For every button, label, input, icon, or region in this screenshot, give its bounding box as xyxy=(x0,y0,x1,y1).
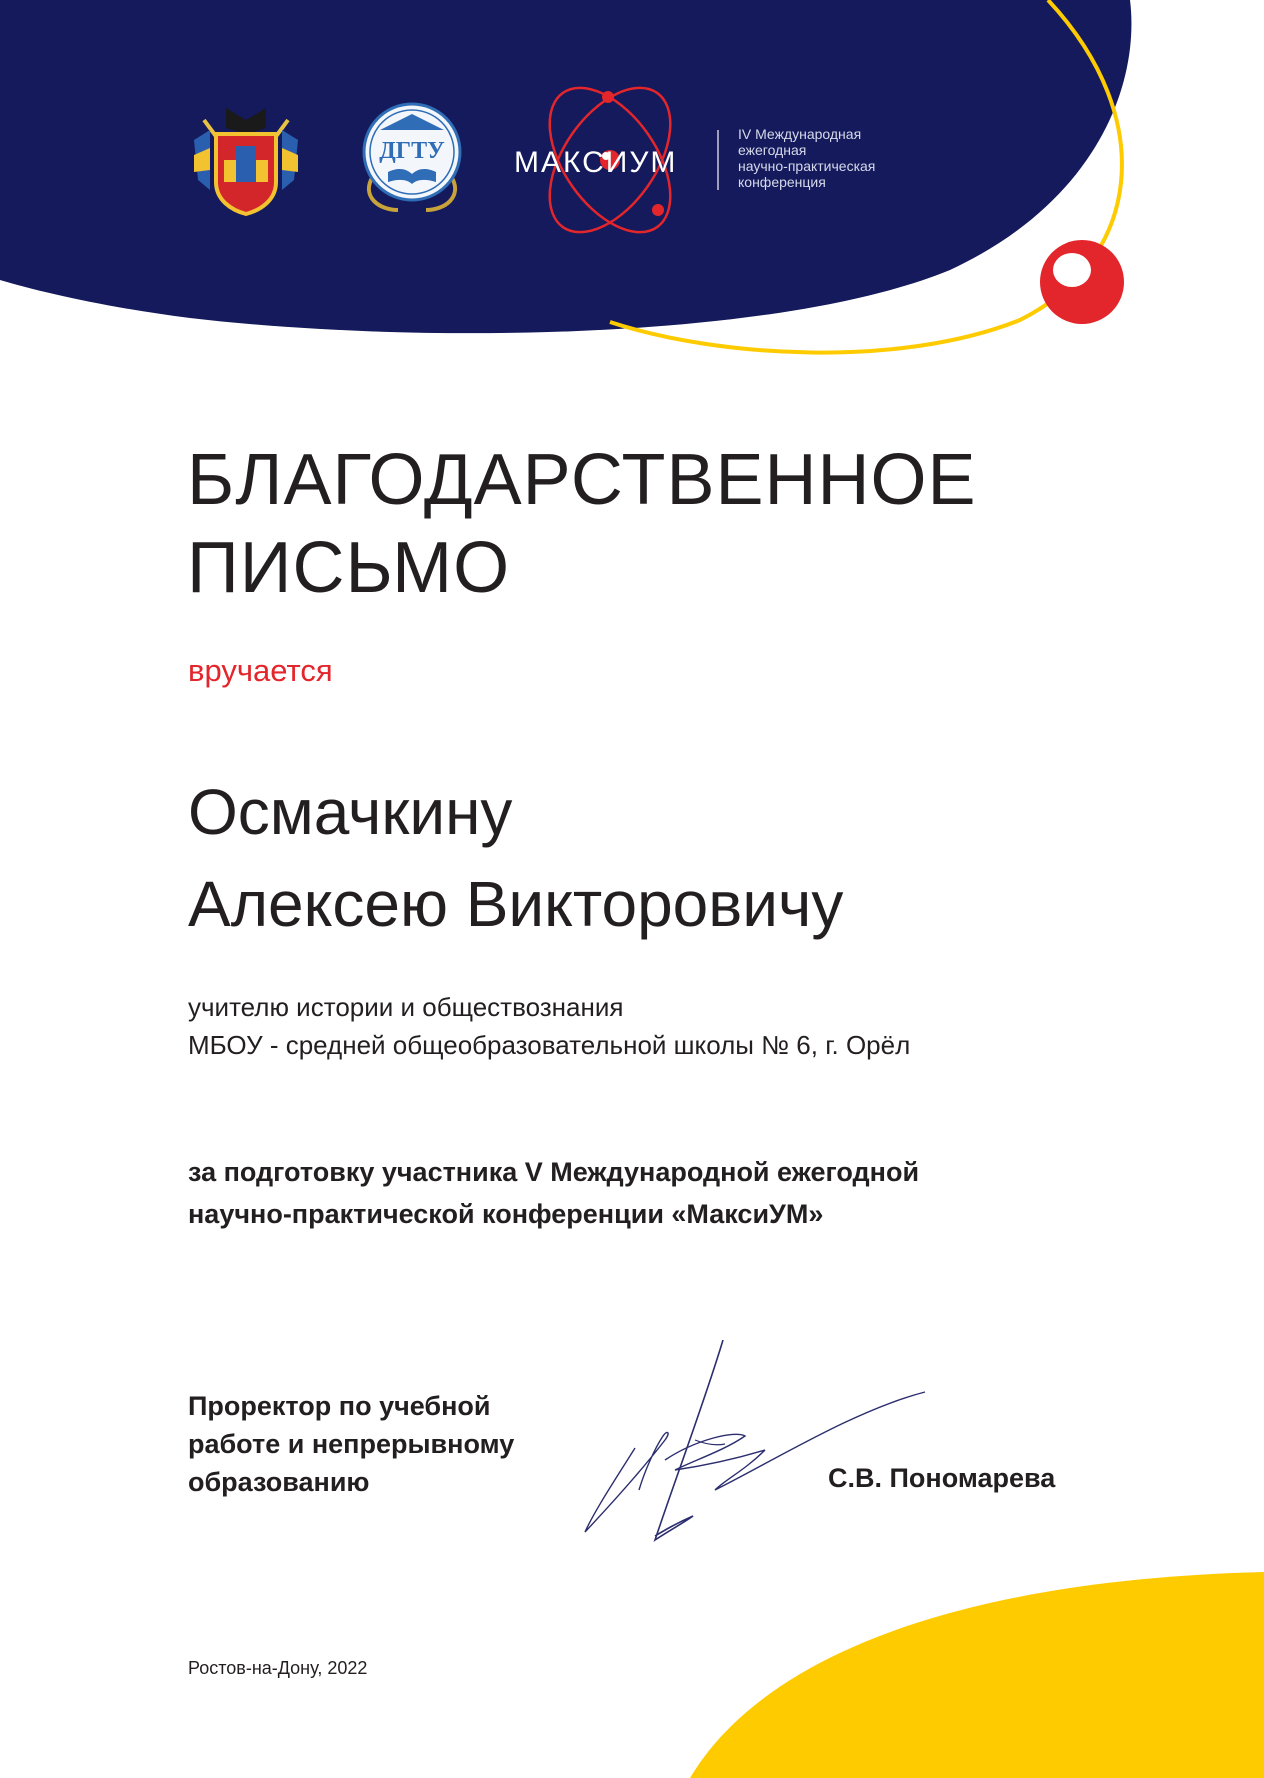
reason-line-1: за подготовку участника V Международной ежегодной xyxy=(188,1157,920,1187)
awarded-label: вручается xyxy=(188,653,333,688)
yellow-corner-shape xyxy=(690,1572,1264,1778)
signer-title xyxy=(188,1387,514,1501)
recipient-name xyxy=(188,766,843,950)
title-line-2: ПИСЬМО xyxy=(187,528,511,608)
recipient-surname: Осмачкину xyxy=(188,776,513,848)
footer-place-date: Ростов-на-Дону, 2022 xyxy=(188,1658,368,1678)
award-reason xyxy=(188,1151,919,1235)
maxium-logo-icon xyxy=(510,78,890,244)
conference-line: научно-практическая xyxy=(738,158,876,174)
signature-icon xyxy=(575,1340,935,1560)
signer-title-line: работе и непрерывному xyxy=(188,1429,515,1459)
signer-name: С.В. Пономарева xyxy=(828,1463,1056,1493)
title-line-1: БЛАГОДАРСТВЕННОЕ xyxy=(187,440,977,520)
conference-line: IV Международная xyxy=(738,126,862,142)
conference-line: ежегодная xyxy=(738,142,807,158)
position-line-1: учителю истории и обществознания xyxy=(188,992,624,1022)
dstu-text: ДГТУ xyxy=(379,138,445,164)
signer-title-line: образованию xyxy=(188,1467,370,1497)
red-dot-highlight xyxy=(1053,253,1091,287)
conference-line: конференция xyxy=(738,174,826,190)
signer-title-line: Проректор по учебной xyxy=(188,1391,491,1421)
maxium-logo-text: МАКСИУМ xyxy=(514,146,678,179)
recipient-given-names: Алексею Викторовичу xyxy=(188,868,844,940)
document-title xyxy=(187,436,977,612)
coat-of-arms-icon xyxy=(186,100,306,220)
reason-line-2: научно-практической конференции «МаксиУМ» xyxy=(188,1199,824,1229)
recipient-position xyxy=(188,988,910,1064)
dstu-emblem-icon xyxy=(358,100,466,218)
position-line-2: МБОУ - средней общеобразовательной школы № 6, г. Орёл xyxy=(188,1030,911,1060)
